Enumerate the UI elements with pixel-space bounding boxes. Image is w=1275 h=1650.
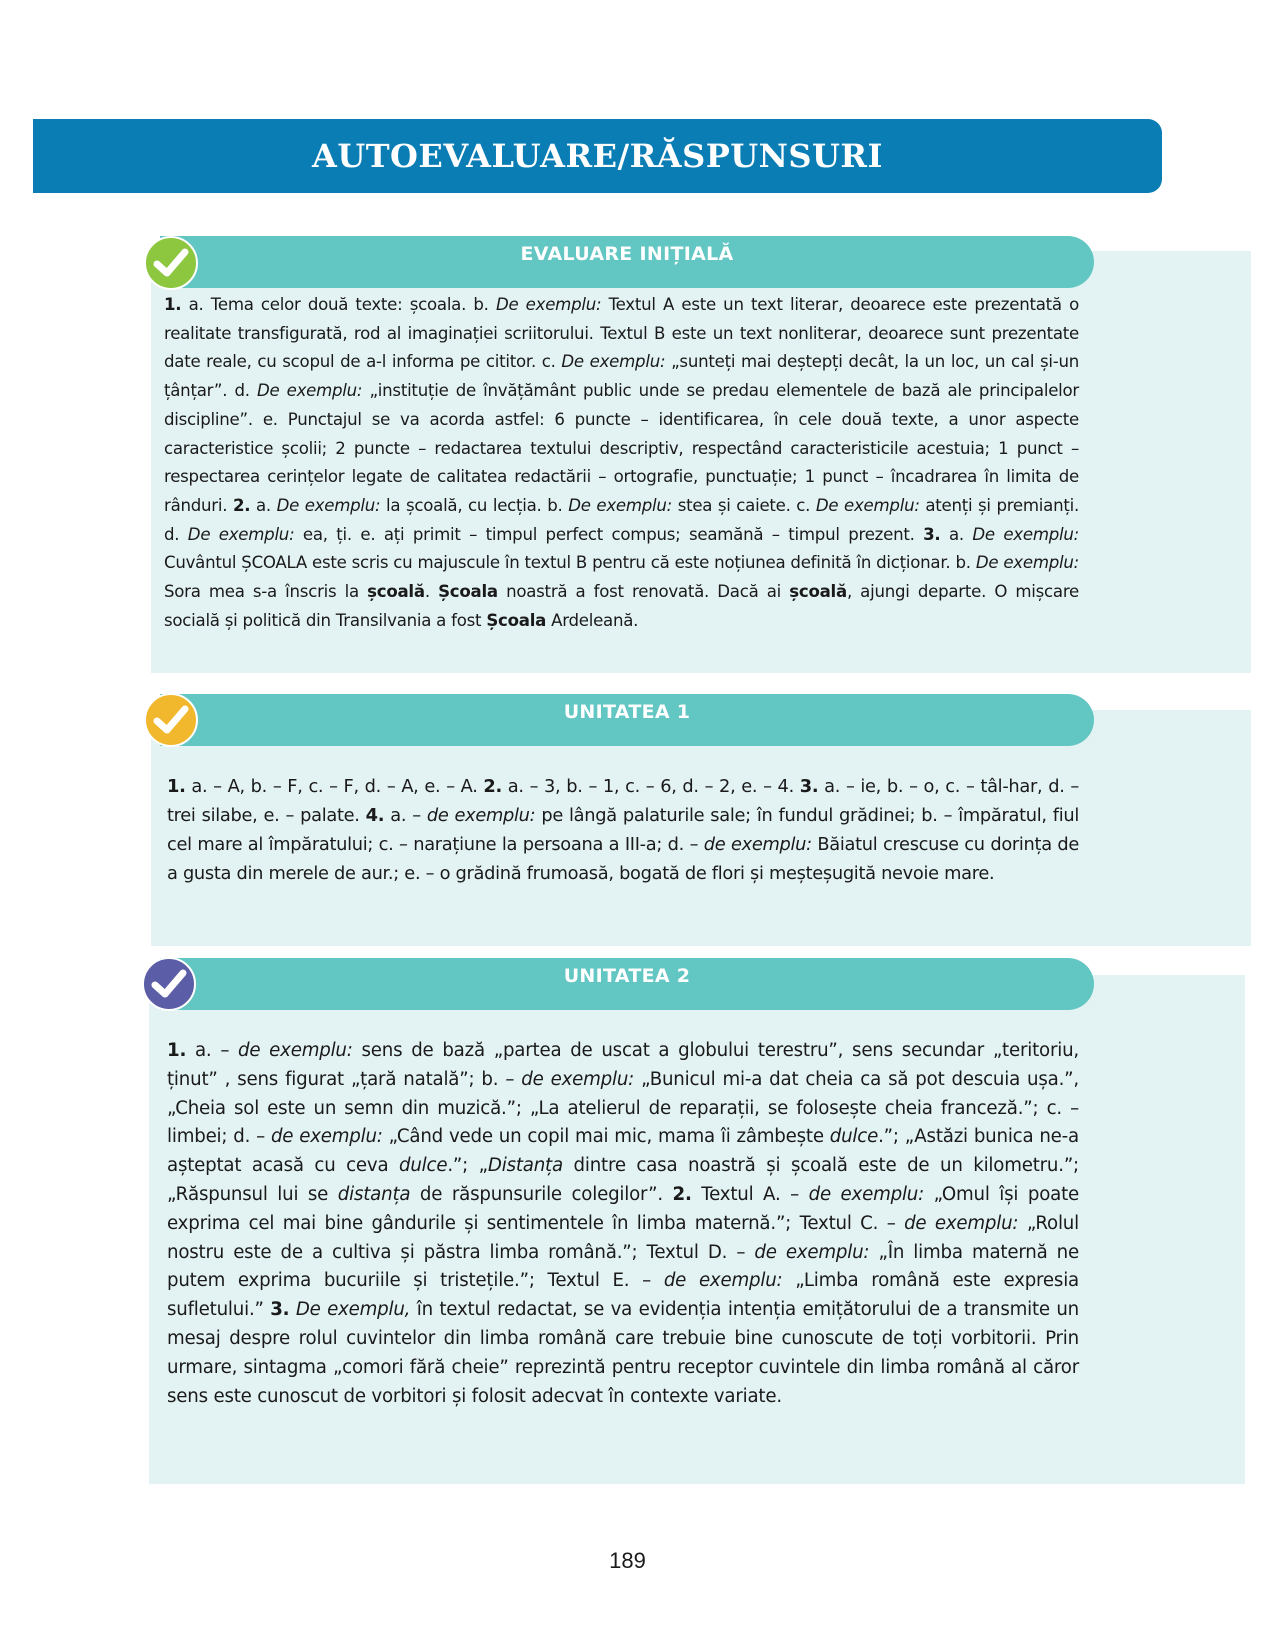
text-run: stea și caiete. c. xyxy=(672,495,816,515)
text-run: „Când vede un copil mai mic, mama îi zâmbește xyxy=(382,1126,830,1148)
italic-text: de exemplu: xyxy=(904,1212,1019,1234)
text-run: „Bunicul mi-a dat cheia ca să pot descuia ușa.”, „Cheia sol este un semn din muzică.”; „La atelierul de reparații, se folosește cheia franceză.”; c. – limbei; d. – xyxy=(167,1068,1079,1148)
italic-text: De exemplu: xyxy=(815,495,920,515)
section-title: EVALUARE INIȚIALĂ xyxy=(520,243,734,265)
italic-text: De exemplu: xyxy=(975,553,1079,573)
bold-text: școală xyxy=(789,582,847,602)
bold-text: 2. xyxy=(672,1183,692,1205)
text-run: „sunteți mai deștepți decât, la un loc, un cal și-un țânțar”. d. xyxy=(164,352,1079,401)
italic-text: distanța xyxy=(337,1183,411,1205)
text-run: a. – xyxy=(186,1040,239,1061)
bold-text: 3. xyxy=(923,524,941,544)
text-run: a. – xyxy=(384,805,427,826)
italic-text: Distanța xyxy=(487,1155,563,1177)
check-icon xyxy=(142,957,196,1011)
bold-text: 3. xyxy=(799,776,819,797)
text-run: Ardeleană. xyxy=(546,610,639,630)
text-run: a. Tema celor două texte: școala. b. xyxy=(181,295,496,314)
italic-text: de exemplu: xyxy=(521,1068,635,1090)
italic-text: dulce xyxy=(829,1126,879,1148)
text-run: „În limba maternă ne putem exprima bucuriile și tristețile.”; Textul E. – xyxy=(167,1241,1079,1292)
text-run: .”; „ xyxy=(447,1155,488,1177)
section-title: UNITATEA 1 xyxy=(563,701,691,723)
italic-text: de exemplu: xyxy=(663,1270,783,1292)
check-icon xyxy=(144,236,198,290)
page-number: 189 xyxy=(609,1548,646,1573)
text-run: Sora mea s-a înscris la xyxy=(164,582,368,602)
title-banner xyxy=(33,119,1162,193)
italic-text: De exemplu: xyxy=(187,524,295,544)
text-run: „Rolul nostru este de a cultiva și păstra limba română.”; Textul D. – xyxy=(167,1212,1079,1263)
text-run: a. xyxy=(250,495,277,515)
check-icon xyxy=(144,693,198,747)
section-header-unitatea-2 xyxy=(160,958,1094,1010)
text-run: „Limba română este expresia sufletului.” xyxy=(167,1270,1079,1321)
text-run: a. – ie, b. – o, c. – tâl-har, d. – trei silabe, e. – palate. xyxy=(167,776,1079,826)
text-run: ea, ți. e. ați primit – timpul perfect compus; seamănă – timpul prezent. xyxy=(294,524,924,544)
italic-text: De exemplu: xyxy=(561,352,666,372)
text-run: atenți și premianți. d. xyxy=(164,495,1079,544)
italic-text: De exemplu, xyxy=(295,1299,411,1321)
text-run: sens de bază „partea de uscat a globului terestru”, sens secundar „teritoriu, ținut” , sens figurat „țară natală”; b. – xyxy=(167,1040,1079,1090)
italic-text: dulce xyxy=(399,1155,448,1177)
italic-text: De exemplu: xyxy=(568,495,673,515)
italic-text: de exemplu: xyxy=(238,1040,353,1061)
text-run: pe lângă palaturile sale; în fundul grădinei; b. – împăratul, fiul cel mare al împăratului; c. – narațiune la persoana a III-a; d. – xyxy=(167,805,1079,855)
bold-text: 2. xyxy=(232,495,251,515)
section-header-evaluare-initiala xyxy=(160,236,1094,288)
bold-text: 4. xyxy=(365,805,385,826)
text-run: a. xyxy=(940,524,973,544)
text-run: Textul A. – xyxy=(691,1183,809,1205)
italic-text: de exemplu: xyxy=(703,834,812,855)
section-title: UNITATEA 2 xyxy=(563,965,691,987)
text-run: Textul A este un text literar, deoarece este prezentată o realitate transfigurată, rod al imaginației scriitorului. Textul B este un text nonliterar, deoarece sunt prezentate date reale, cu scopul de a-l informa pe cititor. c. xyxy=(164,295,1079,372)
text-run: în textul redactat, se va evidenția intenția emițătorului de a transmite un mesaj despre rolul cuvintelor din limba română care trebuie bine cunoscute de toți vorbitorii. Prin urmare, sintagma „comori fără cheie” reprezintă pentru receptor cuvintele din limba română al căror sens este cunoscut de vorbitori și folosit adecvat în contexte variate. xyxy=(167,1299,1079,1407)
italic-text: De exemplu: xyxy=(972,524,1079,544)
italic-text: De exemplu: xyxy=(256,381,363,401)
page-title: AUTOEVALUARE/RĂSPUNSURI xyxy=(312,137,883,175)
bold-text: 2. xyxy=(483,776,502,797)
text-run: „instituție de învățământ public unde se predau elementele de bază ale principalelor discipline”. e. Punctajul se va acorda astfel: 6 puncte – identificarea, în cele două texte, a unor aspecte caracteristice școlii; 2 puncte – redactarea textului descriptiv, respectând caracteristicile acestuia; 1 punct – respectarea cerințelor legate de calitatea redactării – ortografie, punctuație; 1 punct – încadrarea în limita de rânduri. xyxy=(164,381,1079,515)
section-body-unitatea-1 xyxy=(167,772,1079,888)
bold-text: Școala xyxy=(438,582,498,602)
text-run: la școală, cu lecția. b. xyxy=(380,495,569,515)
text-run: de răspunsurile colegilor”. xyxy=(410,1183,673,1205)
italic-text: De exemplu: xyxy=(495,295,602,314)
section-body-evaluare-initiala xyxy=(164,291,1079,635)
text-run: a. – 3, b. – 1, c. – 6, d. – 2, e. – 4. xyxy=(501,776,800,797)
bold-text: 1. xyxy=(164,295,182,314)
text-run: dintre casa noastră și școală este de un kilometru.”; „Răspunsul lui se xyxy=(167,1155,1079,1205)
section-header-unitatea-1 xyxy=(160,694,1094,746)
text-run: a. – A, b. – F, c. – F, d. – A, e. – A. xyxy=(185,776,484,797)
bold-text: 1. xyxy=(167,1040,187,1061)
bold-text: 3. xyxy=(270,1299,290,1321)
italic-text: De exemplu: xyxy=(276,495,381,515)
text-run: .”; „Astăzi bunica ne-a așteptat acasă cu ceva xyxy=(167,1126,1079,1177)
text-run: Băiatul crescuse cu dorința de a gusta din merele de aur.; e. – o grădină frumoasă, bogată de flori și meșteșugită nevoie mare. xyxy=(167,834,1079,884)
section-body-unitatea-2 xyxy=(167,1037,1079,1411)
text-run: „Omul își poate exprima cel mai bine gândurile și sentimentele în limba maternă.”; Textul C. – xyxy=(167,1183,1079,1234)
italic-text: de exemplu: xyxy=(270,1126,383,1148)
text-run: Cuvântul ȘCOALA este scris cu majuscule în textul B pentru că este noțiunea definită în dicționar. b. xyxy=(164,553,976,573)
bold-text: școală xyxy=(367,582,425,602)
bold-text: Școala xyxy=(486,610,547,630)
bold-text: 1. xyxy=(167,776,186,797)
text-run: . xyxy=(424,582,439,602)
text-run: noastră a fost renovată. Dacă ai xyxy=(497,582,790,602)
italic-text: de exemplu: xyxy=(808,1183,925,1205)
italic-text: de exemplu: xyxy=(426,805,536,826)
italic-text: de exemplu: xyxy=(754,1241,870,1263)
text-run: , ajungi departe. O mișcare socială și politică din Transilvania a fost xyxy=(164,582,1079,630)
